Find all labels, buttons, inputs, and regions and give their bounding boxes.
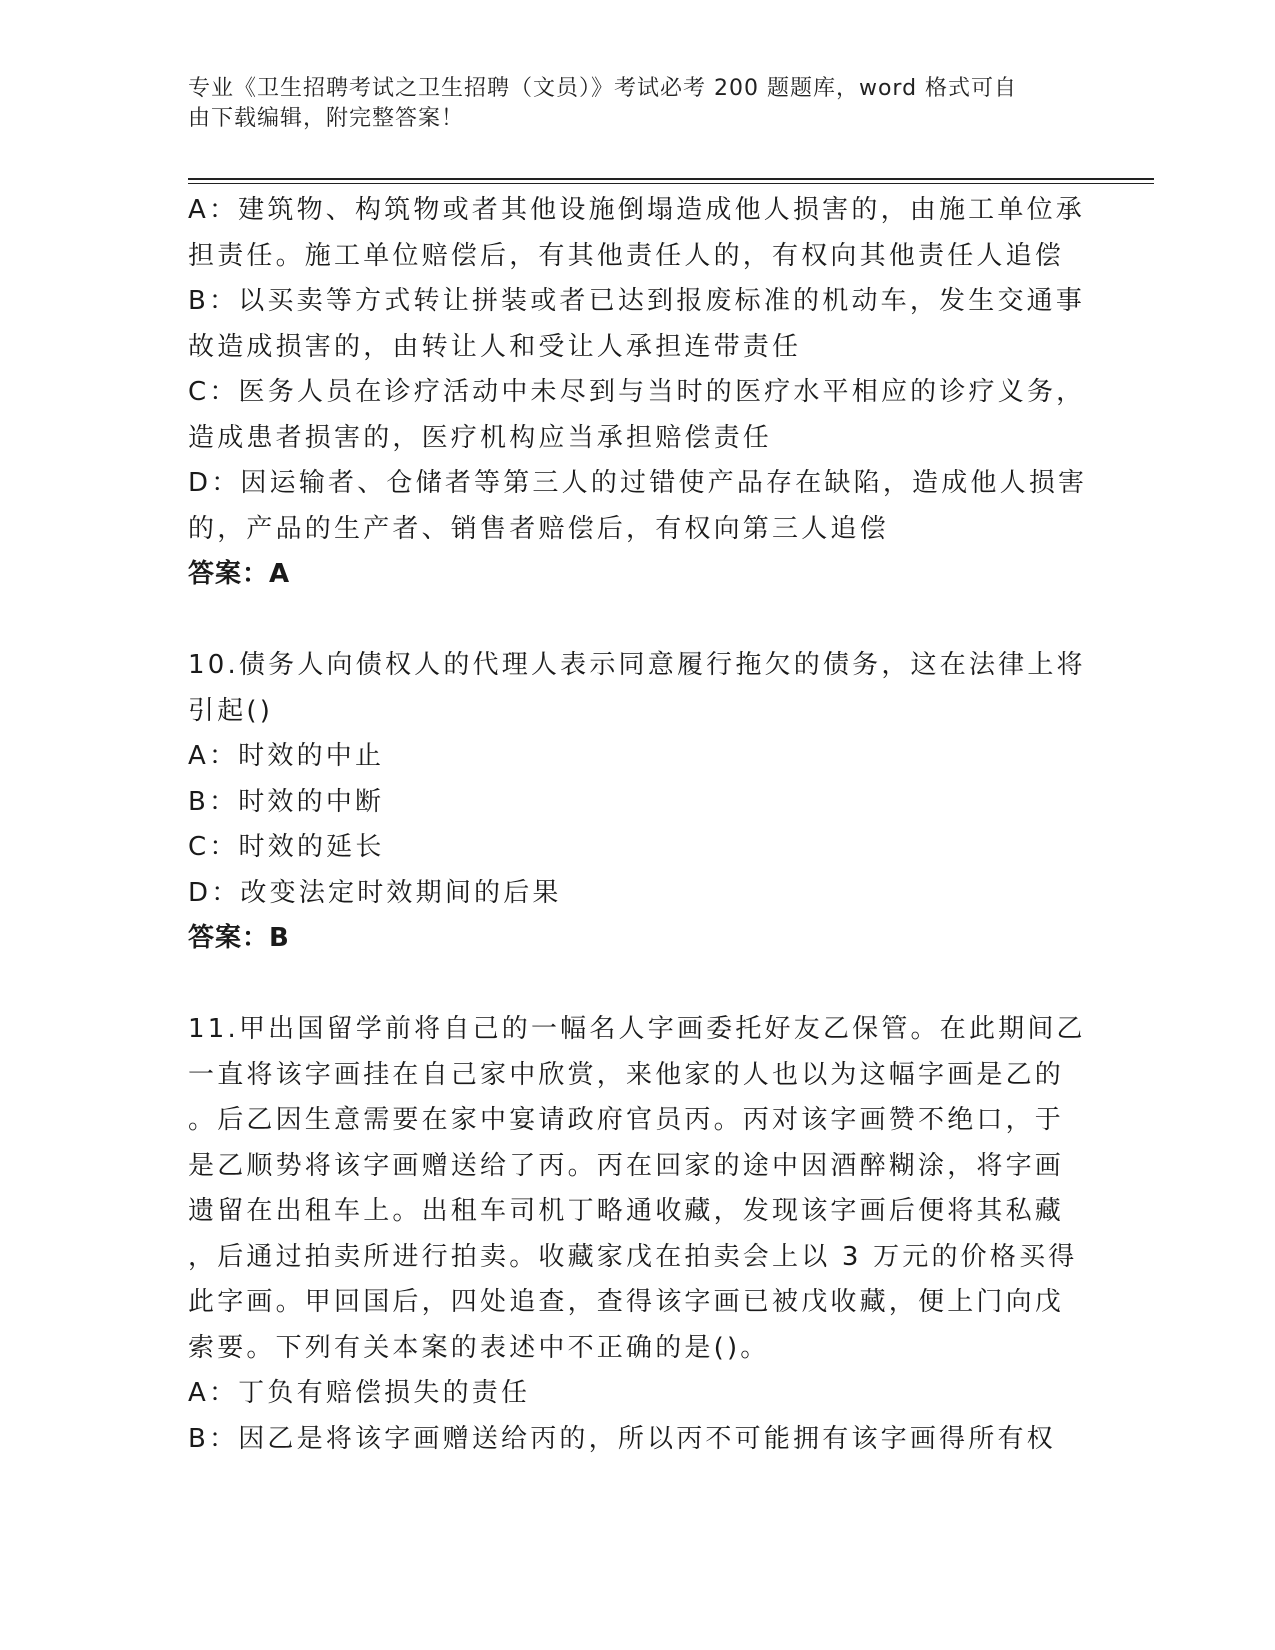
document-header xyxy=(188,74,1068,134)
document-body xyxy=(188,188,1088,1462)
header-line-1: 专业《卫生招聘考试之卫生招聘（文员）》考试必考 200 题题库，word 格式可自 xyxy=(188,76,1018,101)
q9-option-c-line-1: C：医务人员在诊疗活动中未尽到与当时的医疗水平相应的诊疗义务， xyxy=(188,377,1086,407)
question-11 xyxy=(188,1007,1086,1462)
q10-answer: 答案：B xyxy=(188,923,290,953)
q9-option-c-line-2: 造成患者损害的，医疗机构应当承担赔偿责任 xyxy=(188,422,773,453)
q9-option-a-line-1: A：建筑物、构筑物或者其他设施倒塌造成他人损害的，由施工单位承 xyxy=(188,195,1085,225)
question-9-options xyxy=(188,188,1088,598)
q11-question-line-5: 遗留在出租车上。出租车司机丁略通收藏，发现该字画后便将其私藏 xyxy=(188,1196,1065,1226)
q11-question-line-1: 11.甲出国留学前将自己的一幅名人字画委托好友乙保管。在此期间乙 xyxy=(188,1014,1086,1044)
q9-option-b-line-2: 故造成损害的，由转让人和受让人承担连带责任 xyxy=(188,331,802,362)
header-divider-thick xyxy=(188,178,1154,180)
q9-option-d-line-2: 的，产品的生产者、销售者赔偿后，有权向第三人追偿 xyxy=(188,513,889,544)
q10-option-d: D：改变法定时效期间的后果 xyxy=(188,877,562,908)
q11-question-line-7: 此字画。甲回国后，四处追查，查得该字画已被戊收藏，便上门向戊 xyxy=(188,1287,1065,1317)
spacer xyxy=(188,962,1078,1008)
q9-answer: 答案：A xyxy=(188,559,291,589)
q10-option-c: C：时效的延长 xyxy=(188,832,385,862)
q10-question-line-2: 引起() xyxy=(188,695,274,726)
q11-option-a: A：丁负有赔偿损失的责任 xyxy=(188,1378,531,1408)
q9-option-d-line-1: D：因运输者、仓储者等第三人的过错使产品存在缺陷，造成他人损害 xyxy=(188,468,1088,498)
question-10 xyxy=(188,643,1086,962)
q11-option-b: B：因乙是将该字画赠送给丙的，所以丙不可能拥有该字画得所有权 xyxy=(188,1423,1056,1454)
q9-option-a-line-2: 担责任。施工单位赔偿后，有其他责任人的，有权向其他责任人追偿 xyxy=(188,240,1065,271)
q11-question-line-3: 。后乙因生意需要在家中宴请政府官员丙。丙对该字画赞不绝口，于 xyxy=(188,1105,1065,1135)
q10-option-a: A：时效的中止 xyxy=(188,741,385,771)
q11-question-line-2: 一直将该字画挂在自己家中欣赏，来他家的人也以为这幅字画是乙的 xyxy=(188,1059,1065,1090)
q11-question-line-4: 是乙顺势将该字画赠送给了丙。丙在回家的途中因酒醉糊涂，将字画 xyxy=(188,1150,1065,1181)
spacer xyxy=(188,598,1078,644)
q11-question-line-8: 索要。下列有关本案的表述中不正确的是()。 xyxy=(188,1332,770,1363)
q11-question-line-6: ，后通过拍卖所进行拍卖。收藏家戊在拍卖会上以 3 万元的价格买得 xyxy=(188,1241,1078,1272)
header-line-2: 由下载编辑，附完整答案！ xyxy=(188,106,465,131)
q10-option-b: B：时效的中断 xyxy=(188,786,385,817)
header-divider-thin xyxy=(188,183,1154,184)
q9-option-b-line-1: B：以买卖等方式转让拼装或者已达到报废标准的机动车，发生交通事 xyxy=(188,286,1086,316)
q10-question-line-1: 10.债务人向债权人的代理人表示同意履行拖欠的债务，这在法律上将 xyxy=(188,650,1086,680)
